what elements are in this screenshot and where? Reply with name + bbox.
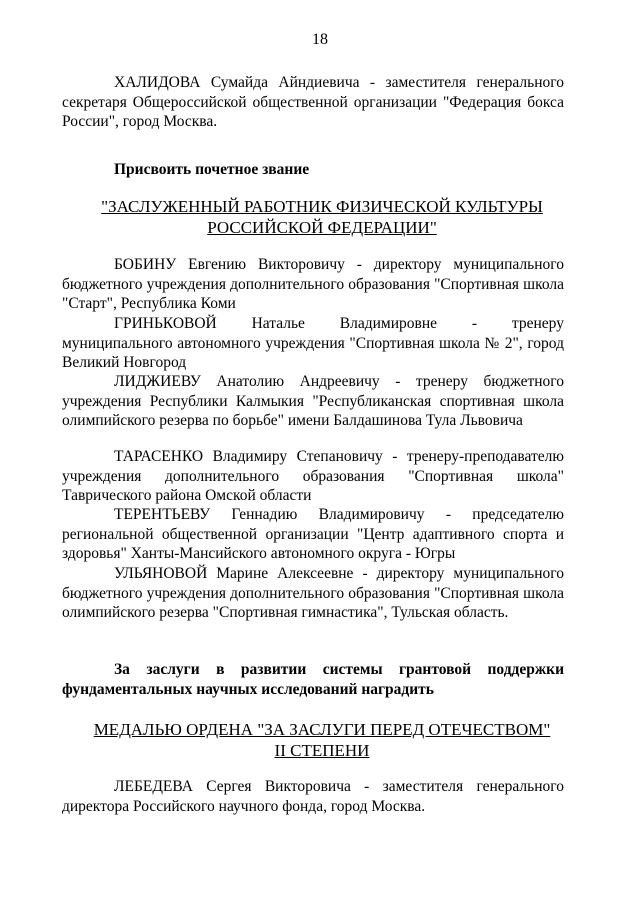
entry-text: ЛЕБЕДЕВА Сергея Викторовича - заместителя генерального директора Российского научного фонда, город Москва. bbox=[62, 778, 564, 815]
word: Наталье bbox=[251, 315, 305, 332]
entry-grinkova bbox=[62, 314, 564, 373]
entry-text: муниципального автономного учреждения "Спортивная школа № 2", город Великий Новгород bbox=[62, 334, 564, 371]
entry-text: БОБИНУ Евгению Викторовичу - директору муниципального бюджетного учреждения дополнительного образования "Спортивная школа "Старт", Республика Коми bbox=[62, 256, 564, 312]
award-intro-title bbox=[62, 160, 564, 180]
entry-tarasenko bbox=[62, 447, 564, 506]
word: тренеру bbox=[511, 315, 564, 332]
entry-lidzhiev bbox=[62, 372, 564, 431]
entry-terentiev bbox=[62, 505, 564, 564]
entry-text: УЛЬЯНОВОЙ Марине Алексеевне - директору муниципального бюджетного учреждения дополнительного образования "Спортивная школа олимпийского резерва "Спортивная гимнастика", Тульская область. bbox=[62, 565, 564, 621]
entry-text: ХАЛИДОВА Сумайда Айндиевича - заместителя генерального секретаря Общероссийской общественной организации "Федерация бокса России", город Москва. bbox=[62, 74, 564, 130]
entry-first-line bbox=[62, 314, 564, 334]
medal-heading bbox=[62, 719, 582, 761]
entry-bobin bbox=[62, 255, 564, 314]
entry-ulyanova bbox=[62, 564, 564, 623]
award-reason bbox=[62, 660, 564, 699]
title-heading bbox=[62, 196, 582, 238]
entry-khalidova bbox=[62, 73, 564, 132]
word: ГРИНЬКОВОЙ bbox=[114, 315, 217, 332]
entry-text: ЛИДЖИЕВУ Анатолию Андреевичу - тренеру бюджетного учреждения Республики Калмыкия "Республиканская спортивная школа олимпийского резерва по борьбе" имени Балдашинова Тула Львовича bbox=[62, 373, 564, 429]
entry-lebedev bbox=[62, 777, 564, 816]
medal-line-1: МЕДАЛЬЮ ОРДЕНА "ЗА ЗАСЛУГИ ПЕРЕД ОТЕЧЕСТВОМ" bbox=[93, 720, 551, 739]
entry-text: ТЕРЕНТЬЕВУ Геннадию Владимировичу - председателю региональной общественной организации "Центр адаптивного спорта и здоровья" Ханты-Мансийского автономного округа - Югры bbox=[62, 506, 564, 562]
entry-text: ТАРАСЕНКО Владимиру Степановичу - тренеру-преподавателю учреждения дополнительного образования "Спортивная школа" Таврического района Омской области bbox=[62, 448, 564, 504]
word: - bbox=[471, 315, 478, 332]
medal-line-2: II СТЕПЕНИ bbox=[274, 741, 370, 760]
word: Владимировне bbox=[339, 315, 438, 332]
title-line-1: "ЗАСЛУЖЕННЫЙ РАБОТНИК ФИЗИЧЕСКОЙ КУЛЬТУРЫ bbox=[101, 197, 543, 216]
award-intro-text: Присвоить почетное звание bbox=[114, 161, 310, 178]
page-number: 18 bbox=[312, 31, 328, 48]
title-line-2: РОССИЙСКОЙ ФЕДЕРАЦИИ" bbox=[207, 218, 437, 237]
award-reason-text: За заслуги в развитии системы грантовой поддержки фундаментальных научных исследований наградить bbox=[62, 661, 564, 698]
